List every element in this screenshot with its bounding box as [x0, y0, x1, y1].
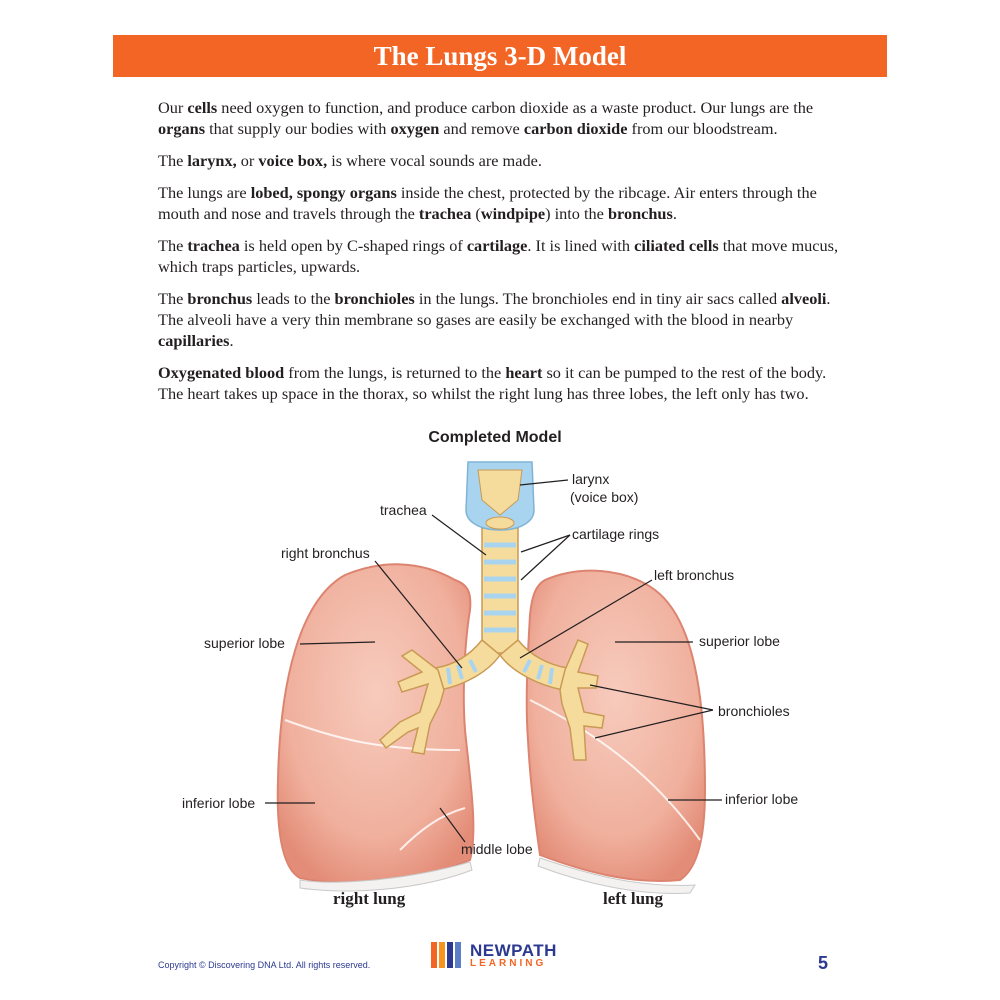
bold-term: capillaries: [158, 331, 230, 350]
label-bronchioles: bronchioles: [718, 703, 790, 719]
text-run: The lungs are: [158, 183, 251, 202]
label-right-bronchus: right bronchus: [281, 545, 370, 561]
text-run: The: [158, 236, 188, 255]
label-voice-box: (voice box): [570, 489, 639, 505]
logo-text-top: NEWPATH: [470, 940, 557, 960]
text-run: so it can be pumped to the rest of the body. The heart takes up space in the thorax, so whilst the right lung has three lobes, the left only has two.: [158, 363, 827, 403]
page-title: The Lungs 3-D Model: [373, 40, 627, 71]
book-logo-icon: [430, 940, 466, 970]
bold-term: ciliated cells: [634, 236, 719, 255]
newpath-logo: [430, 940, 557, 970]
bold-term: lobed, spongy organs: [250, 183, 397, 202]
bold-term: alveoli: [781, 289, 827, 308]
trachea-shape: [482, 528, 518, 653]
label-inferior-lobe-left: inferior lobe: [725, 791, 799, 807]
left-lung-shape: [527, 571, 705, 894]
text-run: is where vocal sounds are made.: [327, 151, 542, 170]
text-run: Our: [158, 98, 188, 117]
text-run: . The alveoli have a very thin membrane so gases are easily be exchanged with the blood in nearby: [158, 289, 831, 329]
bold-term: trachea: [187, 236, 240, 255]
bold-term: heart: [505, 363, 543, 382]
figure-title: Completed Model: [428, 429, 562, 446]
bold-term: cartilage: [466, 236, 528, 255]
text-run: The: [158, 151, 188, 170]
label-middle-lobe: middle lobe: [461, 841, 533, 857]
bold-term: bronchus: [607, 204, 673, 223]
label-superior-lobe-right: superior lobe: [204, 635, 285, 651]
page-number: 5: [818, 953, 829, 973]
text-run: .: [229, 331, 234, 350]
label-superior-lobe-left: superior lobe: [699, 633, 780, 649]
text-run: (: [471, 204, 481, 223]
label-trachea: trachea: [380, 502, 427, 518]
text-run: inside the chest, protected by the ribcage. Air enters through the mouth and nose and travels through the: [158, 183, 817, 223]
bold-term: bronchioles: [334, 289, 415, 308]
text-run: from our bloodstream.: [627, 119, 778, 138]
text-run: that supply our bodies with: [205, 119, 391, 138]
bold-term: cells: [187, 98, 218, 117]
text-run: in the lungs. The bronchioles end in tiny air sacs called: [414, 289, 782, 308]
footer-copyright: Copyright © Discovering DNA Ltd. All rights reserved.: [158, 960, 371, 970]
larynx-shape: [466, 462, 534, 530]
bold-term: larynx,: [187, 151, 237, 170]
text-run: .: [672, 204, 677, 223]
bold-term: carbon dioxide: [523, 119, 628, 138]
label-larynx: larynx: [572, 471, 610, 487]
text-run: ) into the: [545, 204, 608, 223]
label-right-lung: right lung: [333, 889, 406, 908]
text-run: . It is lined with: [527, 236, 635, 255]
logo-text-bottom: LEARNING: [470, 957, 547, 969]
bold-term: voice box,: [258, 151, 328, 170]
bold-term: Oxygenated blood: [158, 363, 285, 382]
text-run: and remove: [439, 119, 524, 138]
bold-term: windpipe: [480, 204, 546, 223]
text-run: or: [236, 151, 259, 170]
bold-term: trachea: [418, 204, 472, 223]
label-left-bronchus: left bronchus: [654, 567, 735, 583]
text-run: The: [158, 289, 188, 308]
text-run: need oxygen to function, and produce carbon dioxide as a waste product. Our lungs are the: [217, 98, 814, 117]
text-run: from the lungs, is returned to the: [284, 363, 506, 382]
label-inferior-lobe-right: inferior lobe: [182, 795, 256, 811]
bold-term: organs: [158, 119, 206, 138]
text-run: is held open by C-shaped rings of: [239, 236, 467, 255]
bold-term: bronchus: [187, 289, 253, 308]
label-left-lung: left lung: [603, 889, 663, 908]
text-run: that move mucus, which traps particles, upwards.: [158, 236, 839, 276]
text-run: leads to the: [252, 289, 335, 308]
bold-term: oxygen: [390, 119, 440, 138]
right-lung-shape: [278, 564, 474, 891]
label-cartilage-rings: cartilage rings: [572, 526, 660, 542]
